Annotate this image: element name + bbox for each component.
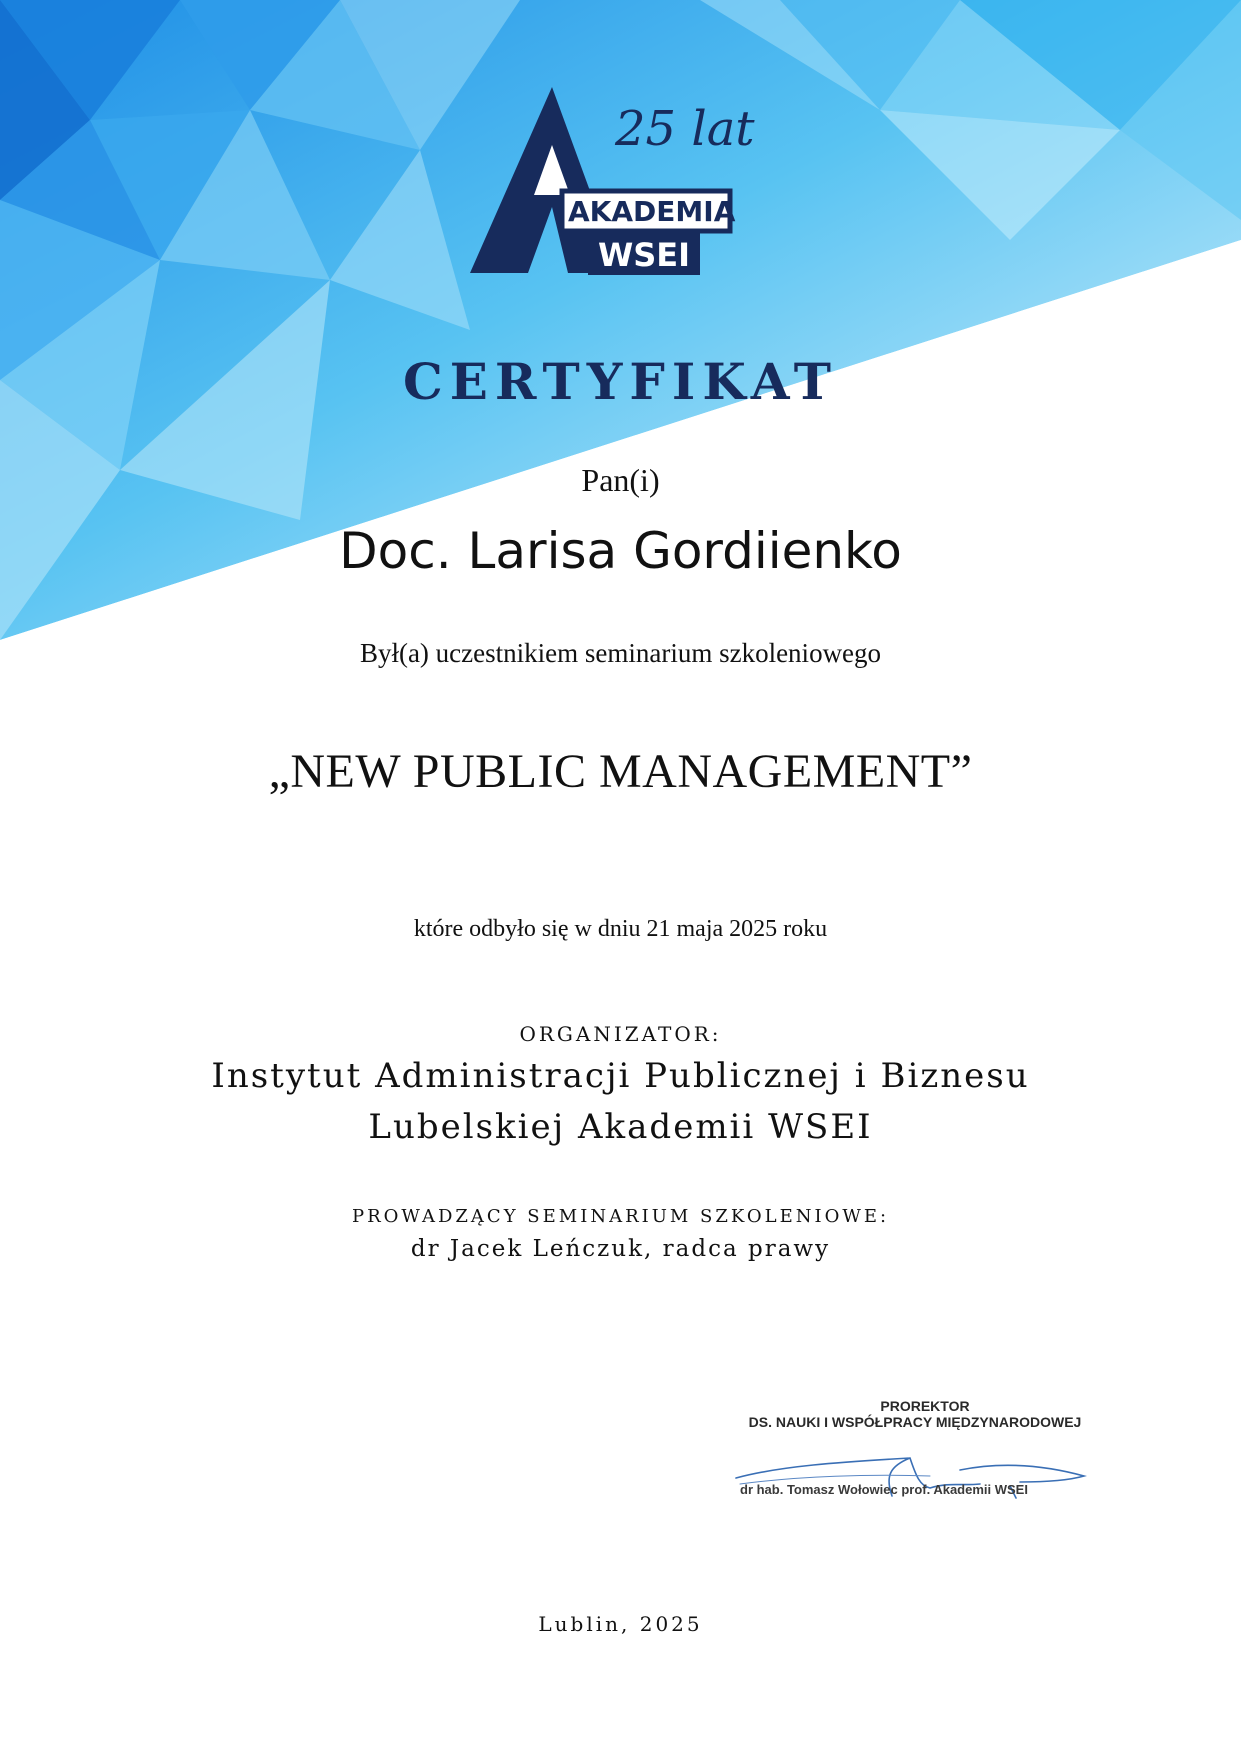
seminar-name: „NEW PUBLIC MANAGEMENT” — [268, 745, 973, 798]
signatory-title-line-2: DS. NAUKI I WSPÓŁPRACY MIĘDZYNARODOWEJ — [748, 1414, 1082, 1430]
certificate-title: CERTYFIKAT — [402, 352, 839, 411]
logo-wsei: WSEI — [597, 236, 691, 274]
organizer-name-line-2: Lubelskiej Akademii WSEI — [368, 1107, 873, 1147]
lecturer-label: PROWADZĄCY SEMINARIUM SZKOLENIOWE: — [351, 1206, 890, 1227]
organizer-name-line-1: Instytut Administracji Publicznej i Biznesu — [211, 1056, 1030, 1096]
signature-block — [720, 1396, 1100, 1516]
participation-statement: Był(a) uczestnikiem seminarium szkoleniowego — [359, 638, 882, 668]
place-and-date: Lublin, 2025 — [538, 1612, 703, 1636]
organizer-label: ORGANIZATOR: — [519, 1022, 722, 1046]
signatory-name: dr hab. Tomasz Wołowiec prof. Akademii WSEI — [740, 1482, 1028, 1497]
salutation: Pan(i) — [581, 462, 660, 498]
signatory-title-line-1: PROREKTOR — [880, 1398, 970, 1414]
handwritten-signature — [720, 1436, 1100, 1516]
akademia-wsei-logo — [470, 85, 780, 285]
event-date: które odbyło się w dniu 21 maja 2025 roku — [413, 916, 828, 942]
logo-akademia: AKADEMIA — [568, 195, 736, 228]
logo-anniversary: 25 lat — [615, 101, 755, 157]
recipient-name: Doc. Larisa Gordiienko — [339, 522, 902, 580]
lecturer-name: dr Jacek Leńczuk, radca prawy — [410, 1236, 831, 1262]
